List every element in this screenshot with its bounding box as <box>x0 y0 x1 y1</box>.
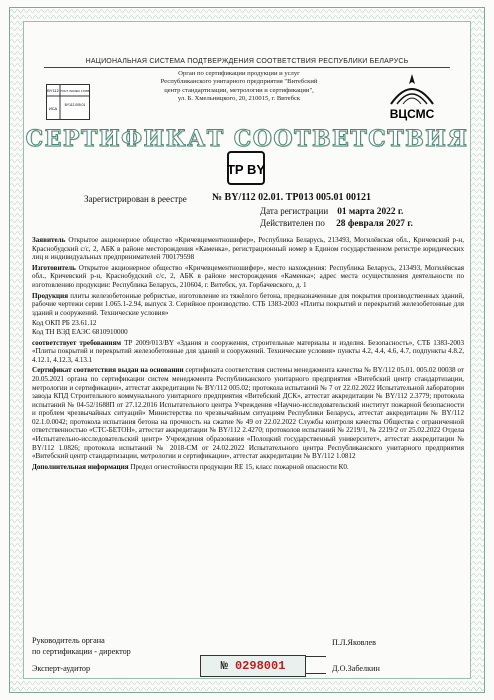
basis-section <box>32 366 464 461</box>
logo-left-line-4: ИСА <box>48 106 58 111</box>
system-title: НАЦИОНАЛЬНАЯ СИСТЕМА ПОДТВЕРЖДЕНИЯ СООТВЕТСТВИЯ РЕСПУБЛИКИ БЕЛАРУСЬ <box>85 58 409 65</box>
certificate-body <box>32 236 464 473</box>
okp-code: Код ОКП РБ 23.61.12 <box>32 319 97 328</box>
manufacturer-label: Изготовитель <box>32 263 76 272</box>
tnved-code: Код ТН ВЭД ЕАЭС 6810910000 <box>32 327 128 336</box>
product-text: плиты железобетонные ребристые, изготовление из тяжёлого бетона, предназначенные для покрытия производственных зданий, рабочие чертежи серии 1.065.1-2.94, выпуск 3. Серийное производство. СТБ 1383-2003 «Плиты покрытий и перекрытий железобетонные для зданий и сооружений. Технические условия» <box>32 291 465 317</box>
blank-number-box <box>200 655 306 677</box>
expert-label: Эксперт-аудитор <box>32 664 91 673</box>
vcsms-logo <box>381 70 443 122</box>
certificate-dates <box>260 206 413 230</box>
requirements-label: соответствует требованиям <box>32 338 122 347</box>
product-label: Продукция <box>32 291 69 300</box>
org-line: ул. Б. Хмельницкого, 20, 210015, г. Витебск <box>177 95 301 103</box>
applicant-label: Заявитель <box>32 236 66 244</box>
additional-info-label: Дополнительная информация <box>32 462 129 471</box>
org-line: Республиканского унитарного предприятия "Витебский <box>160 78 318 86</box>
head-name: П.Л.Яковлев <box>332 638 377 647</box>
requirements-section <box>32 339 464 365</box>
registry-label: Зарегистрирован в реестре <box>84 194 187 204</box>
requirements-text: ТР 2009/013/BY «Здания и сооружения, строительные материалы и изделия. Безопасность», СТБ 1383-2003 «Плиты покрытий и перекрытий железобетонные для зданий и сооружений. Технические условия» пункты 4.2, 4.4, 4.6, 4.7, подпункты 4.8.2, 4.12.1, 4.12.3, 4.13.1 <box>32 338 464 364</box>
registration-date-label: Дата регистрации <box>260 206 329 216</box>
applicant-text: Открытое акционерное общество «Кричевцементношифер», Республика Беларусь, 213493, Могилёвская обл., Кричевский р-н, Краснобудский с/с, 2, АБК в районе месторождения «Каменка», регистрационный номер в Едином государственном регистре юридических лиц и индивидуальных предпринимателей 700179598 <box>32 236 465 262</box>
logo-left-line-2: ГОСТ ISO/IEC 17065 <box>60 89 90 93</box>
valid-until-value: 28 февраля 2027 г. <box>336 219 413 229</box>
logo-right-text: ВЦСМС <box>389 107 435 121</box>
blank-number: 0298001 <box>234 659 286 673</box>
product-section <box>32 292 464 318</box>
registration-date-row <box>260 206 413 218</box>
valid-until-label: Действителен по <box>260 218 325 228</box>
head-title-line-1: Руководитель органа <box>32 636 105 645</box>
additional-info-text: Предел огнестойкости продукции RE 15, класс пожарной опасности К0. <box>130 462 349 471</box>
tr-mark-text: TP BY <box>226 162 266 177</box>
issuing-organization <box>102 70 376 104</box>
head-title-line-2: по сертификации - директор <box>32 647 131 656</box>
applicant-section <box>32 236 464 262</box>
basis-text: сертификата соответствия системы менеджмента качества № BY/112 05.01. 005.02 00038 от 20.05.2021 органа по сертификации систем менеджмента Республиканского унитарного предприятия «Витебский центр стандартизации, метрологии и сертификации», аттестат аккредитации № BY/112 005.02; протокола испытаний № 7 от 22.02.2022 Испытательной лаборатории завода КПД Строительного коммунального унитарного предприятия «Витебский ДСК», аттестат аккредитации № BY/112 2.3779; протокола испытаний № 04-52/1688П от 27.12.2016 Испытательного центра Учреждения «Научно-исследовательский институт пожарной безопасности и проблем чрезвычайных ситуаций» Министерства по чрезвычайным ситуациям Республики Беларусь, аттестат аккредитации № BY/112 02.1.0.0042; протокола испытания бетона на прочность на сжатие № 49 от 22.02.2022 Службы контроля качества Общества с ограниченной ответственностью «СТС-БЕТОН», аттестат аккредитации № BY/112 2.4270; протоколов испытаний № 2219/1, № 2219/2 от 25.02.2022 Отдела «Испытательно-исследовательский центр» Учреждения образования «Полоцкий государственный университет», аттестат аккредитации № BY/112 1.0826; протокола испытаний № 2018-СМ от 24.02.2022 Испытательного центра Республиканского унитарного предприятия «Витебский центр стандартизации, метрологии и сертификации», аттестат аккредитации № BY/112 1.0812 <box>32 366 464 461</box>
manufacturer-text: Открытое акционерное общество «Кричевцементношифер», место нахождения: Республика Беларусь, 213493, Могилёвская обл., Кричевский р-н, Краснобудский с/с, 2, АБК в районе месторождения «Каменка»; адрес места осуществления деятельности по изготовлению продукции: Республика Беларусь, 210604, г. Витебск, ул. Горбачевского, д. 1 <box>32 263 464 289</box>
accreditation-logo <box>46 84 90 120</box>
expert-name: Д.О.Забелкин <box>332 664 380 673</box>
logo-left-line-1: BY112 <box>47 88 59 93</box>
blank-number-prefix: № <box>220 659 228 673</box>
additional-info-section <box>32 463 464 472</box>
header-divider <box>44 67 450 68</box>
manufacturer-section <box>32 264 464 290</box>
logo-left-line-3: BY112.005.01 <box>64 103 86 107</box>
certificate-title: СЕРТИФИКАТ СООТВЕТСТВИЯ <box>25 126 469 152</box>
registration-date-value: 01 марта 2022 г. <box>337 207 404 217</box>
org-line: Орган по сертификации продукции и услуг <box>178 70 300 77</box>
org-line: центр стандартизации, метрологии и сертификации", <box>164 86 314 94</box>
basis-label: Сертификат соответствия выдан на основании <box>32 366 184 375</box>
registry-number: № BY/112 02.01. ТР013 005.01 00121 <box>212 192 371 203</box>
tr-by-mark <box>226 150 266 188</box>
valid-until-row <box>260 218 413 230</box>
